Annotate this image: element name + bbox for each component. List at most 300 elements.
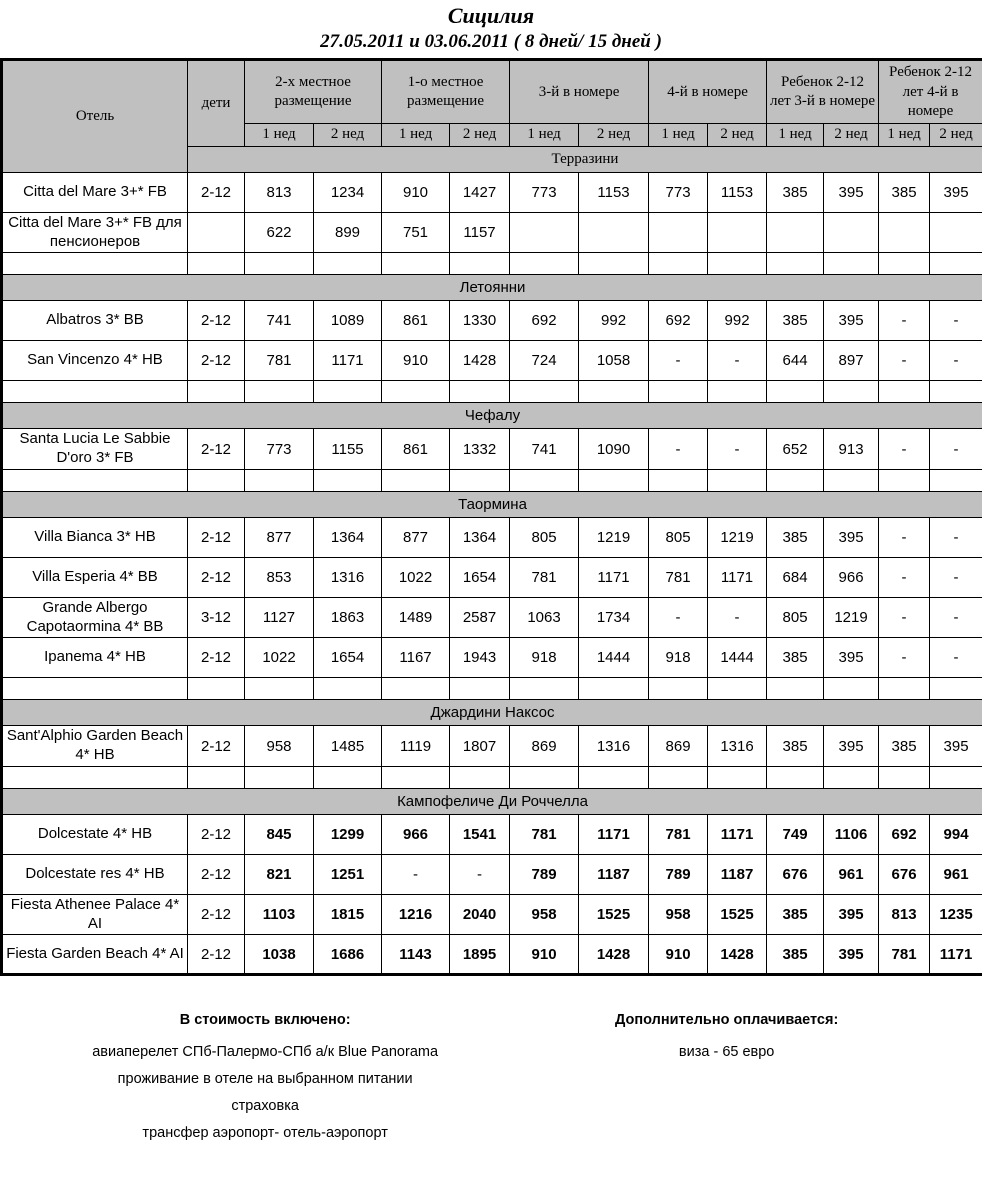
- price-cell: [245, 253, 314, 275]
- price-cell: [879, 469, 930, 491]
- price-cell: 773: [649, 172, 708, 212]
- extra-item: виза - 65 евро: [530, 1044, 923, 1060]
- page-subtitle: 27.05.2011 и 03.06.2011 ( 8 дней/ 15 дней ): [0, 31, 982, 54]
- price-cell: -: [930, 301, 982, 341]
- footer-notes: [0, 1012, 982, 1152]
- hotel-name-cell: Fiesta Garden Beach 4* AI: [2, 935, 188, 975]
- week-subheader-cell: 1 нед: [767, 124, 824, 147]
- page-title: Сицилия: [0, 2, 982, 30]
- price-cell: [245, 766, 314, 788]
- group-header-row: [2, 60, 982, 124]
- table-row: [2, 597, 982, 638]
- price-cell: 992: [579, 301, 649, 341]
- price-cell: [879, 381, 930, 403]
- hotel-name-cell: Dolcestate 4* HB: [2, 814, 188, 854]
- price-cell: [649, 253, 708, 275]
- price-cell: 1895: [450, 935, 510, 975]
- price-cell: [510, 381, 579, 403]
- children-age-cell: 2-12: [188, 557, 245, 597]
- hotel-header-cell: Отель: [2, 60, 188, 173]
- price-cell: -: [930, 638, 982, 678]
- price-cell: 918: [510, 638, 579, 678]
- children-age-cell: [188, 253, 245, 275]
- section-band: Джардини Наксос: [2, 700, 982, 726]
- price-cell: [767, 212, 824, 253]
- children-age-cell: [188, 381, 245, 403]
- price-cell: 1686: [314, 935, 382, 975]
- price-cell: 395: [824, 301, 879, 341]
- price-cell: [708, 678, 767, 700]
- price-cell: [824, 678, 879, 700]
- price-table-body: [2, 172, 982, 975]
- price-cell: -: [708, 341, 767, 381]
- price-cell: 724: [510, 341, 579, 381]
- price-cell: 918: [649, 638, 708, 678]
- table-row: [2, 301, 982, 341]
- children-age-cell: [188, 678, 245, 700]
- hotel-name-cell: Ipanema 4* HB: [2, 638, 188, 678]
- included-item: авиаперелет СПб-Палермо-СПб а/к Blue Panorama: [0, 1044, 530, 1060]
- week-subheader-cell: 1 нед: [649, 124, 708, 147]
- price-cell: -: [879, 597, 930, 638]
- price-cell: 958: [649, 894, 708, 935]
- section-band-row: [2, 788, 982, 814]
- price-cell: 994: [930, 814, 982, 854]
- week-subheader-cell: 1 нед: [245, 124, 314, 147]
- price-cell: 1428: [579, 935, 649, 975]
- price-cell: 845: [245, 814, 314, 854]
- price-cell: [450, 469, 510, 491]
- price-cell: [649, 469, 708, 491]
- price-cell: 1330: [450, 301, 510, 341]
- price-cell: [510, 469, 579, 491]
- price-cell: 1127: [245, 597, 314, 638]
- price-cell: 2587: [450, 597, 510, 638]
- price-cell: 395: [930, 172, 982, 212]
- spacer-row: [2, 253, 982, 275]
- price-cell: 2040: [450, 894, 510, 935]
- price-cell: [314, 253, 382, 275]
- price-cell: 692: [879, 814, 930, 854]
- price-cell: 741: [510, 429, 579, 470]
- hotel-name-cell: [2, 766, 188, 788]
- price-cell: 1153: [708, 172, 767, 212]
- price-cell: 1171: [708, 557, 767, 597]
- table-row: [2, 212, 982, 253]
- price-cell: 1106: [824, 814, 879, 854]
- price-cell: -: [930, 557, 982, 597]
- price-cell: -: [649, 429, 708, 470]
- week-subheader-cell: 2 нед: [930, 124, 982, 147]
- section-band-row: [2, 700, 982, 726]
- price-cell: 1734: [579, 597, 649, 638]
- price-cell: 395: [824, 517, 879, 557]
- price-cell: [930, 212, 982, 253]
- group-header-cell: 3-й в номере: [510, 60, 649, 124]
- price-cell: [879, 766, 930, 788]
- week-subheader-cell: 2 нед: [450, 124, 510, 147]
- price-cell: 1155: [314, 429, 382, 470]
- price-cell: 692: [649, 301, 708, 341]
- price-cell: 1171: [579, 814, 649, 854]
- price-cell: 910: [382, 172, 450, 212]
- table-row: [2, 854, 982, 894]
- price-cell: [579, 766, 649, 788]
- price-cell: 1187: [579, 854, 649, 894]
- price-cell: 1038: [245, 935, 314, 975]
- price-cell: 1119: [382, 726, 450, 767]
- table-row: [2, 894, 982, 935]
- price-cell: -: [649, 341, 708, 381]
- price-cell: 1219: [824, 597, 879, 638]
- price-cell: [382, 766, 450, 788]
- price-cell: 644: [767, 341, 824, 381]
- price-cell: [579, 469, 649, 491]
- price-cell: [382, 678, 450, 700]
- children-age-cell: 2-12: [188, 726, 245, 767]
- price-cell: [382, 469, 450, 491]
- price-cell: 1654: [450, 557, 510, 597]
- table-row: [2, 557, 982, 597]
- price-cell: 1541: [450, 814, 510, 854]
- price-cell: 853: [245, 557, 314, 597]
- hotel-name-cell: Dolcestate res 4* HB: [2, 854, 188, 894]
- price-cell: 1171: [930, 935, 982, 975]
- hotel-name-cell: Citta del Mare 3+* FB: [2, 172, 188, 212]
- price-cell: [708, 253, 767, 275]
- price-cell: 861: [382, 429, 450, 470]
- price-cell: [930, 381, 982, 403]
- price-cell: 1143: [382, 935, 450, 975]
- children-age-cell: [188, 212, 245, 253]
- included-item: трансфер аэропорт- отель-аэропорт: [0, 1125, 530, 1141]
- hotel-name-cell: [2, 253, 188, 275]
- price-cell: 1234: [314, 172, 382, 212]
- price-cell: [824, 766, 879, 788]
- price-cell: 1815: [314, 894, 382, 935]
- price-cell: [767, 381, 824, 403]
- week-subheader-cell: 2 нед: [314, 124, 382, 147]
- children-age-cell: 2-12: [188, 894, 245, 935]
- price-cell: 1216: [382, 894, 450, 935]
- price-cell: 899: [314, 212, 382, 253]
- price-cell: [510, 253, 579, 275]
- price-cell: 961: [824, 854, 879, 894]
- children-age-cell: [188, 766, 245, 788]
- price-cell: 1251: [314, 854, 382, 894]
- price-cell: 395: [824, 935, 879, 975]
- group-header-cell: 2-х местное размещение: [245, 60, 382, 124]
- price-cell: [579, 253, 649, 275]
- price-cell: 622: [245, 212, 314, 253]
- price-cell: 805: [510, 517, 579, 557]
- price-cell: -: [879, 517, 930, 557]
- table-row: [2, 429, 982, 470]
- price-cell: 1022: [382, 557, 450, 597]
- price-cell: 781: [649, 814, 708, 854]
- price-cell: 1022: [245, 638, 314, 678]
- price-cell: [767, 253, 824, 275]
- price-cell: [767, 678, 824, 700]
- price-cell: 751: [382, 212, 450, 253]
- price-cell: [314, 766, 382, 788]
- price-cell: 385: [767, 172, 824, 212]
- price-cell: 966: [824, 557, 879, 597]
- price-cell: 1654: [314, 638, 382, 678]
- price-cell: [879, 253, 930, 275]
- price-cell: [708, 212, 767, 253]
- price-cell: [930, 678, 982, 700]
- hotel-name-cell: [2, 381, 188, 403]
- price-cell: 1364: [450, 517, 510, 557]
- hotel-name-cell: Grande Albergo Capotaormina 4* BB: [2, 597, 188, 638]
- price-cell: 1444: [579, 638, 649, 678]
- price-cell: 1427: [450, 172, 510, 212]
- price-cell: 395: [824, 638, 879, 678]
- extra-block: [530, 1012, 923, 1071]
- price-cell: 1171: [314, 341, 382, 381]
- price-cell: 910: [382, 341, 450, 381]
- price-cell: 385: [767, 726, 824, 767]
- price-cell: [708, 381, 767, 403]
- table-row: [2, 935, 982, 975]
- price-cell: 1807: [450, 726, 510, 767]
- price-cell: 781: [649, 557, 708, 597]
- extra-title: Дополнительно оплачивается:: [530, 1012, 923, 1028]
- children-age-cell: 2-12: [188, 341, 245, 381]
- children-age-cell: 2-12: [188, 517, 245, 557]
- price-cell: 1943: [450, 638, 510, 678]
- children-age-cell: 2-12: [188, 814, 245, 854]
- price-cell: [824, 212, 879, 253]
- included-block: [0, 1012, 530, 1152]
- price-cell: [879, 212, 930, 253]
- price-table-header: [2, 60, 982, 173]
- price-cell: [510, 678, 579, 700]
- price-cell: 877: [245, 517, 314, 557]
- price-cell: -: [649, 597, 708, 638]
- price-cell: 1219: [708, 517, 767, 557]
- hotel-name-cell: Citta del Mare 3+* FB для пенсионеров: [2, 212, 188, 253]
- price-cell: [579, 381, 649, 403]
- week-subheader-cell: 1 нед: [382, 124, 450, 147]
- table-row: [2, 726, 982, 767]
- price-cell: 1316: [579, 726, 649, 767]
- week-subheader-cell: 2 нед: [708, 124, 767, 147]
- price-cell: [879, 678, 930, 700]
- price-cell: -: [930, 517, 982, 557]
- section-band: Терразини: [188, 146, 982, 172]
- price-cell: 897: [824, 341, 879, 381]
- price-cell: [824, 253, 879, 275]
- price-cell: 1090: [579, 429, 649, 470]
- price-cell: 1428: [450, 341, 510, 381]
- price-cell: -: [382, 854, 450, 894]
- price-cell: 395: [930, 726, 982, 767]
- hotel-name-cell: San Vincenzo 4* HB: [2, 341, 188, 381]
- hotel-name-cell: Albatros 3* BB: [2, 301, 188, 341]
- spacer-row: [2, 381, 982, 403]
- table-row: [2, 341, 982, 381]
- price-cell: 961: [930, 854, 982, 894]
- price-cell: 869: [510, 726, 579, 767]
- price-cell: 385: [879, 726, 930, 767]
- section-band-row: [2, 403, 982, 429]
- price-cell: [245, 469, 314, 491]
- included-item: страховка: [0, 1098, 530, 1114]
- week-subheader-cell: 2 нед: [579, 124, 649, 147]
- price-cell: 676: [767, 854, 824, 894]
- price-cell: 1489: [382, 597, 450, 638]
- price-cell: 1171: [708, 814, 767, 854]
- children-age-cell: 2-12: [188, 935, 245, 975]
- price-cell: -: [450, 854, 510, 894]
- price-cell: -: [708, 597, 767, 638]
- price-cell: 1235: [930, 894, 982, 935]
- hotel-name-cell: Fiesta Athenee Palace 4* AI: [2, 894, 188, 935]
- price-cell: 385: [767, 894, 824, 935]
- price-cell: [314, 678, 382, 700]
- price-cell: [510, 212, 579, 253]
- price-cell: -: [879, 341, 930, 381]
- section-band: Таормина: [2, 491, 982, 517]
- price-cell: [382, 381, 450, 403]
- price-cell: 821: [245, 854, 314, 894]
- price-cell: 781: [510, 557, 579, 597]
- price-cell: 749: [767, 814, 824, 854]
- price-cell: -: [879, 429, 930, 470]
- price-cell: 692: [510, 301, 579, 341]
- price-cell: 877: [382, 517, 450, 557]
- price-cell: [767, 766, 824, 788]
- children-age-cell: 2-12: [188, 301, 245, 341]
- price-cell: 1316: [314, 557, 382, 597]
- price-cell: -: [879, 638, 930, 678]
- price-cell: 1444: [708, 638, 767, 678]
- price-cell: [510, 766, 579, 788]
- hotel-name-cell: [2, 469, 188, 491]
- section-band: Чефалу: [2, 403, 982, 429]
- price-cell: [450, 678, 510, 700]
- price-cell: [649, 381, 708, 403]
- group-header-cell: Ребенок 2-12 лет 4-й в номере: [879, 60, 982, 124]
- week-subheader-cell: 2 нед: [824, 124, 879, 147]
- price-cell: 992: [708, 301, 767, 341]
- price-cell: 913: [824, 429, 879, 470]
- price-cell: 1863: [314, 597, 382, 638]
- price-cell: 910: [510, 935, 579, 975]
- price-cell: 781: [510, 814, 579, 854]
- price-cell: 861: [382, 301, 450, 341]
- price-cell: [767, 469, 824, 491]
- price-cell: -: [708, 429, 767, 470]
- price-cell: 1525: [579, 894, 649, 935]
- price-cell: 789: [510, 854, 579, 894]
- price-cell: [930, 469, 982, 491]
- price-cell: [649, 212, 708, 253]
- price-cell: 789: [649, 854, 708, 894]
- price-cell: [824, 469, 879, 491]
- price-cell: [649, 766, 708, 788]
- price-cell: 773: [245, 429, 314, 470]
- price-cell: 869: [649, 726, 708, 767]
- price-cell: 966: [382, 814, 450, 854]
- hotel-name-cell: [2, 678, 188, 700]
- section-band: Кампофеличе Ди Роччелла: [2, 788, 982, 814]
- price-table: [0, 58, 982, 976]
- price-cell: 773: [510, 172, 579, 212]
- price-cell: 385: [879, 172, 930, 212]
- price-cell: 1332: [450, 429, 510, 470]
- price-cell: 1089: [314, 301, 382, 341]
- price-cell: [579, 212, 649, 253]
- price-cell: [450, 253, 510, 275]
- price-cell: 1157: [450, 212, 510, 253]
- group-header-cell: Ребенок 2-12 лет 3-й в номере: [767, 60, 879, 124]
- section-band: Летоянни: [2, 275, 982, 301]
- hotel-name-cell: Sant'Alphio Garden Beach 4* HB: [2, 726, 188, 767]
- table-row: [2, 814, 982, 854]
- price-cell: 1525: [708, 894, 767, 935]
- price-cell: 652: [767, 429, 824, 470]
- price-cell: [649, 678, 708, 700]
- group-header-cell: 1-о местное размещение: [382, 60, 510, 124]
- price-cell: 1187: [708, 854, 767, 894]
- price-cell: 1063: [510, 597, 579, 638]
- price-cell: 1316: [708, 726, 767, 767]
- children-age-cell: 2-12: [188, 172, 245, 212]
- children-age-cell: 2-12: [188, 638, 245, 678]
- price-cell: 385: [767, 517, 824, 557]
- price-cell: 1485: [314, 726, 382, 767]
- price-cell: 805: [767, 597, 824, 638]
- price-cell: 813: [245, 172, 314, 212]
- price-cell: [824, 381, 879, 403]
- price-cell: 1167: [382, 638, 450, 678]
- included-item: проживание в отеле на выбранном питании: [0, 1071, 530, 1087]
- price-cell: 676: [879, 854, 930, 894]
- price-cell: 1103: [245, 894, 314, 935]
- price-cell: [450, 381, 510, 403]
- week-subheader-cell: 1 нед: [510, 124, 579, 147]
- table-row: [2, 638, 982, 678]
- price-cell: -: [930, 341, 982, 381]
- price-cell: 1299: [314, 814, 382, 854]
- price-cell: [245, 678, 314, 700]
- price-cell: 1058: [579, 341, 649, 381]
- price-cell: [579, 678, 649, 700]
- price-cell: [450, 766, 510, 788]
- price-cell: -: [930, 429, 982, 470]
- price-cell: 1153: [579, 172, 649, 212]
- price-cell: -: [930, 597, 982, 638]
- price-cell: 1219: [579, 517, 649, 557]
- price-cell: 958: [510, 894, 579, 935]
- children-age-cell: 3-12: [188, 597, 245, 638]
- price-cell: [314, 381, 382, 403]
- spacer-row: [2, 678, 982, 700]
- included-title: В стоимость включено:: [0, 1012, 530, 1028]
- tour-price-page: [0, 2, 982, 1195]
- table-row: [2, 172, 982, 212]
- hotel-name-cell: Villa Esperia 4* BB: [2, 557, 188, 597]
- week-subheader-cell: 1 нед: [879, 124, 930, 147]
- price-cell: 741: [245, 301, 314, 341]
- price-cell: [245, 381, 314, 403]
- group-header-cell: 4-й в номере: [649, 60, 767, 124]
- price-cell: [382, 253, 450, 275]
- children-age-cell: 2-12: [188, 429, 245, 470]
